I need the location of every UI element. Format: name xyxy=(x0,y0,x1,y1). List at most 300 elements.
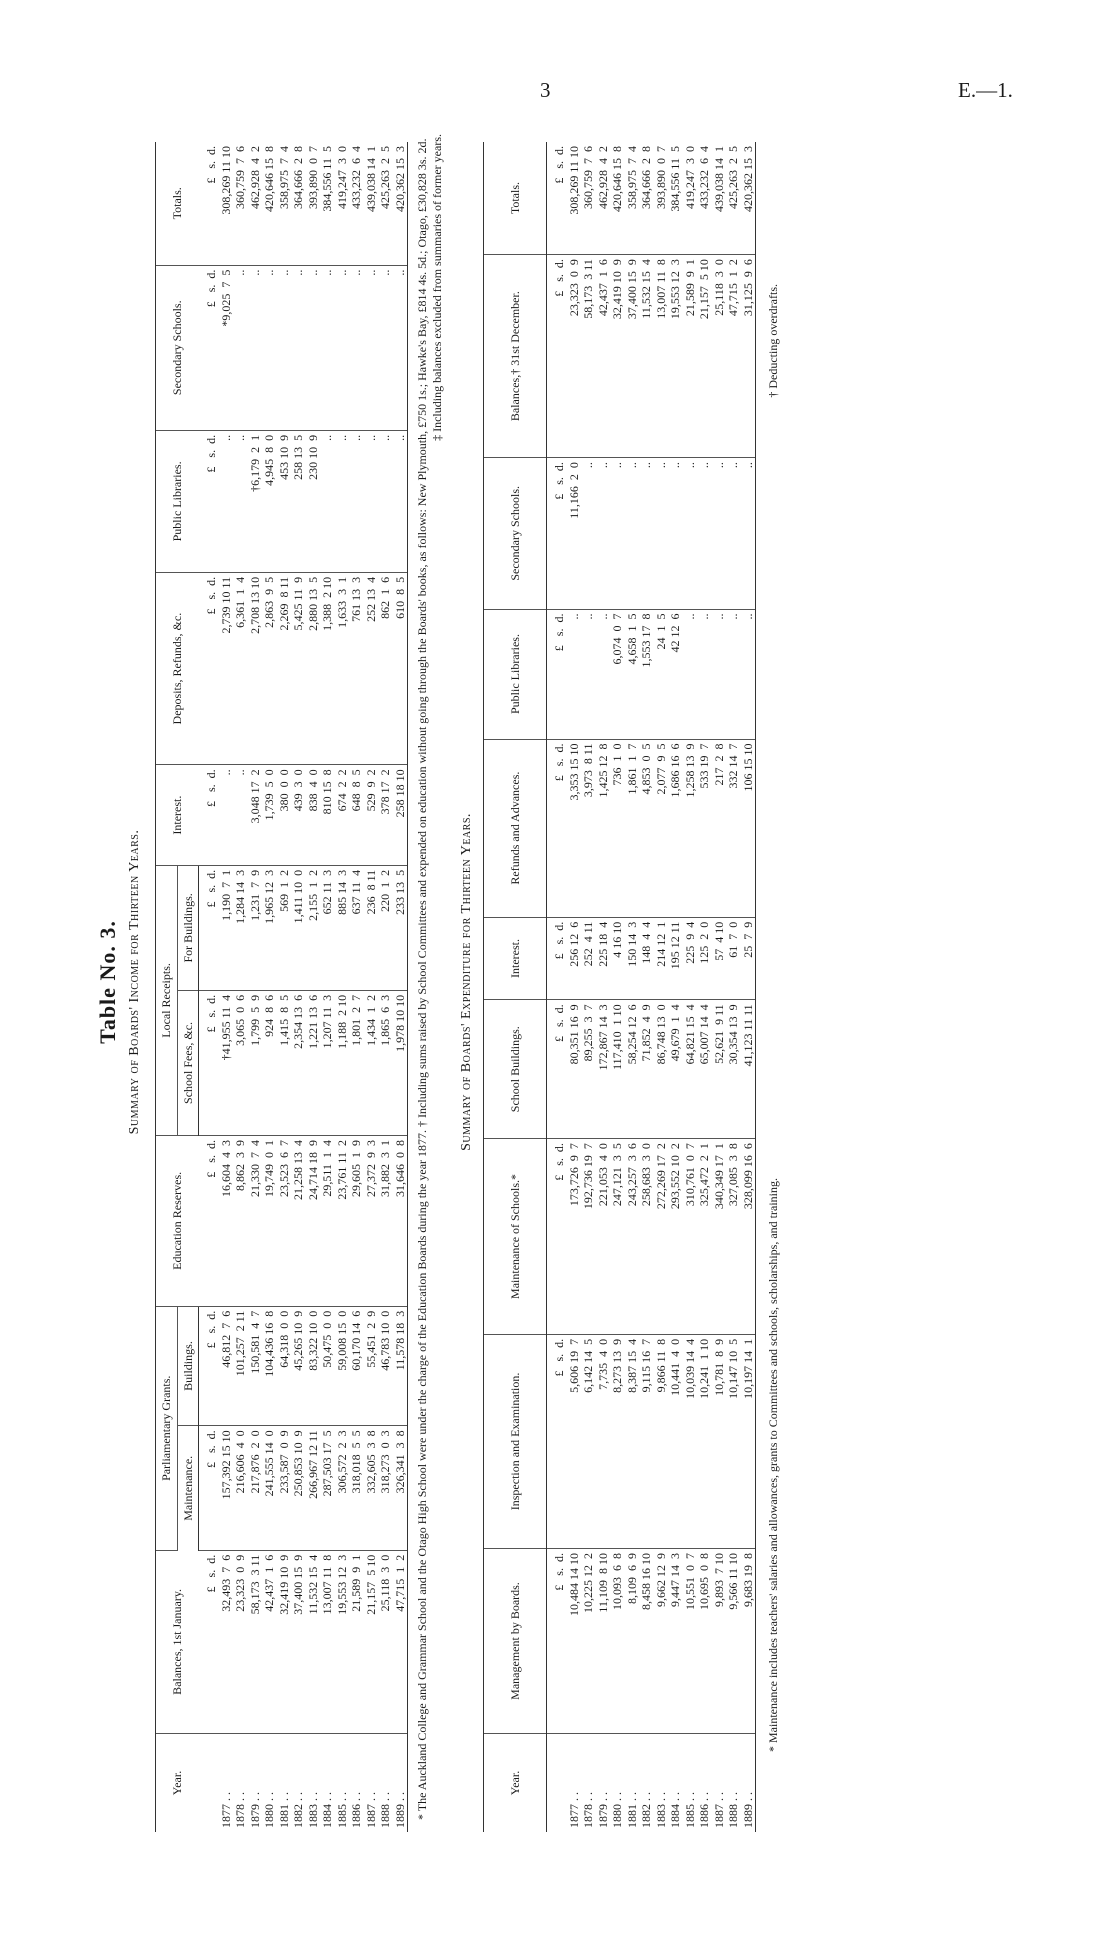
table-row xyxy=(364,142,379,1832)
value-cell: 4 16 10 xyxy=(610,917,625,1000)
value-cell: 37,400 15 9 xyxy=(625,255,640,458)
unit-cell: £ s. d. xyxy=(547,1549,567,1734)
value-cell: 23,323 0 9 xyxy=(233,1550,248,1733)
value-cell: 9,683 19 8 xyxy=(741,1549,756,1734)
table-row xyxy=(291,142,306,1832)
expenditure-subtitle: Summary of Boards' Expenditure for Thirteen Years. xyxy=(459,813,474,1151)
value-cell: 810 15 8 xyxy=(320,765,335,866)
table-row xyxy=(393,142,408,1832)
value-cell: 58,254 12 6 xyxy=(625,1000,640,1139)
value-cell: 148 4 4 xyxy=(639,917,654,1000)
value-cell: 11,166 2 0 xyxy=(567,458,582,609)
value-cell: 21,157 5 10 xyxy=(364,1550,379,1733)
col-maintenance-schools: Maintenance of Schools.* xyxy=(484,1139,547,1335)
income-table-body xyxy=(199,142,408,1832)
col-secondary-schools: Secondary Schools. xyxy=(484,458,547,609)
value-cell: 7,735 4 0 xyxy=(596,1334,611,1548)
unit-cell: £ s. d. xyxy=(199,1426,219,1550)
value-cell: 360,759 7 6 xyxy=(233,142,248,265)
value-cell: 1,801 2 7 xyxy=(349,990,364,1135)
value-cell: 4,658 1 5 xyxy=(625,609,640,739)
unit-cell: £ s. d. xyxy=(199,990,219,1135)
value-cell: 30,354 13 9 xyxy=(726,1000,741,1139)
year-cell: 1880 . . xyxy=(262,1792,276,1828)
table-row xyxy=(596,142,611,1832)
value-cell: 11,109 8 10 xyxy=(596,1549,611,1734)
value-cell: 2,708 13 10 xyxy=(248,572,263,764)
value-cell: 24 1 5 xyxy=(654,609,669,739)
value-cell: 425,263 2 5 xyxy=(378,142,393,265)
value-cell: 318,018 5 5 xyxy=(349,1426,364,1550)
value-cell: 258,683 3 0 xyxy=(639,1139,654,1335)
value-cell: 533 19 7 xyxy=(697,739,712,917)
value-cell: .. xyxy=(697,458,712,609)
value-cell: 2,077 9 5 xyxy=(654,739,669,917)
value-cell: 25 7 9 xyxy=(741,917,756,1000)
value-cell: 57 4 10 xyxy=(712,917,727,1000)
col-school-buildings: School Buildings. xyxy=(484,1000,547,1139)
year-cell: 1878 . . xyxy=(581,1792,595,1828)
value-cell: 214 12 1 xyxy=(654,917,669,1000)
value-cell: 433,232 6 4 xyxy=(349,142,364,265)
value-cell: 306,572 2 3 xyxy=(335,1426,350,1550)
value-cell: 648 8 5 xyxy=(349,765,364,866)
value-cell: 89,255 3 7 xyxy=(581,1000,596,1139)
value-cell: 9,866 11 8 xyxy=(654,1334,669,1548)
col-buildings: Buildings. xyxy=(177,1306,199,1426)
value-cell: .. xyxy=(378,430,393,572)
value-cell: .. xyxy=(610,458,625,609)
value-cell: 1,799 5 9 xyxy=(248,990,263,1135)
value-cell: 27,372 9 3 xyxy=(364,1136,379,1307)
value-cell: 1,411 10 0 xyxy=(291,865,306,990)
col-totals: Totals. xyxy=(484,142,547,255)
value-cell: 29,605 1 9 xyxy=(349,1136,364,1307)
col-public-libraries: Public Libraries. xyxy=(484,609,547,739)
value-cell: .. xyxy=(277,265,292,430)
value-cell: 106 15 10 xyxy=(741,739,756,917)
value-cell: 420,362 15 3 xyxy=(393,142,408,265)
value-cell: .. xyxy=(639,458,654,609)
value-cell: 1,188 2 10 xyxy=(335,990,350,1135)
value-cell: .. xyxy=(712,609,727,739)
value-cell: 1,388 2 10 xyxy=(320,572,335,764)
unit-cell: £ s. d. xyxy=(199,430,219,572)
table-row xyxy=(726,142,741,1832)
value-cell: 10,093 6 8 xyxy=(610,1549,625,1734)
value-cell: 439,038 14 1 xyxy=(364,142,379,265)
value-cell: 32,419 10 9 xyxy=(277,1550,292,1733)
year-cell: 1884 . . xyxy=(320,1792,334,1828)
value-cell: 21,258 13 4 xyxy=(291,1136,306,1307)
value-cell: 318,273 0 3 xyxy=(378,1426,393,1550)
col-local-receipts: Local Receipts. xyxy=(156,865,178,1135)
value-cell: .. xyxy=(668,458,683,609)
value-cell: 225 9 4 xyxy=(683,917,698,1000)
value-cell: 1,415 8 5 xyxy=(277,990,292,1135)
value-cell: .. xyxy=(306,265,321,430)
value-cell: 10,781 8 9 xyxy=(712,1334,727,1548)
value-cell: 393,890 0 7 xyxy=(654,142,669,255)
value-cell: 9,115 16 7 xyxy=(639,1334,654,1548)
table-row xyxy=(625,142,640,1832)
unit-cell: £ s. d. xyxy=(199,865,219,990)
value-cell: .. xyxy=(393,430,408,572)
value-cell: 6,074 0 7 xyxy=(610,609,625,739)
value-cell: 47,715 1 2 xyxy=(726,255,741,458)
col-management: Management by Boards. xyxy=(484,1549,547,1734)
unit-cell: £ s. d. xyxy=(547,458,567,609)
unit-cell: £ s. d. xyxy=(547,917,567,1000)
value-cell: 150 14 3 xyxy=(625,917,640,1000)
table-row xyxy=(219,142,234,1832)
col-parliamentary-grants: Parliamentary Grants. xyxy=(156,1306,178,1550)
value-cell: 236 8 11 xyxy=(364,865,379,990)
value-cell: 364,666 2 8 xyxy=(291,142,306,265)
value-cell: 216,606 4 0 xyxy=(233,1426,248,1550)
value-cell: 364,666 2 8 xyxy=(639,142,654,255)
value-cell: .. xyxy=(335,430,350,572)
value-cell: .. xyxy=(654,458,669,609)
value-cell: 86,748 13 0 xyxy=(654,1000,669,1139)
document-reference: E.—1. xyxy=(958,78,1013,102)
income-subtitle: Summary of Boards' Income for Thirteen Years. xyxy=(127,829,142,1135)
year-cell: 1884 . . xyxy=(668,1792,682,1828)
value-cell: 46,783 10 0 xyxy=(378,1306,393,1426)
value-cell: 10,695 0 8 xyxy=(697,1549,712,1734)
value-cell: 384,556 11 5 xyxy=(320,142,335,265)
value-cell: 150,581 4 7 xyxy=(248,1306,263,1426)
value-cell: 332,605 3 8 xyxy=(364,1426,379,1550)
value-cell: 1,258 13 9 xyxy=(683,739,698,917)
value-cell: .. xyxy=(262,265,277,430)
value-cell: 529 9 2 xyxy=(364,765,379,866)
value-cell: 10,241 1 10 xyxy=(697,1334,712,1548)
income-table xyxy=(155,142,408,1832)
value-cell: 192,736 19 7 xyxy=(581,1139,596,1335)
value-cell: 1,434 1 2 xyxy=(364,990,379,1135)
value-cell: 101,257 2 11 xyxy=(233,1306,248,1426)
value-cell: 8,387 15 4 xyxy=(625,1334,640,1548)
value-cell: 425,263 2 5 xyxy=(726,142,741,255)
value-cell: 419,247 3 0 xyxy=(683,142,698,255)
value-cell: 32,493 7 6 xyxy=(219,1550,234,1733)
year-cell: 1882 . . xyxy=(291,1792,305,1828)
value-cell: 1,284 14 3 xyxy=(233,865,248,990)
col-education-reserves: Education Reserves. xyxy=(156,1136,199,1307)
value-cell: 252 13 4 xyxy=(364,572,379,764)
value-cell: 230 10 9 xyxy=(306,430,321,572)
income-footnote: * The Auckland College and Grammar School and the Otago High School were under the charge of the Education Boards during the year 1877. † Including sums raised by School Committees and expended on education without going through the Boards' books, as follows: New Plymouth, £750 1s.; Hawke's Bay, £814 4s. 5d.; Otago, £30,828 3s. 2d. xyxy=(415,138,429,1820)
value-cell: 8,273 13 9 xyxy=(610,1334,625,1548)
table-row xyxy=(610,142,625,1832)
value-cell: 220 1 2 xyxy=(378,865,393,990)
value-cell: 31,882 3 1 xyxy=(378,1136,393,1307)
unit-cell: £ s. d. xyxy=(199,1306,219,1426)
value-cell: 64,318 0 0 xyxy=(277,1306,292,1426)
table-row xyxy=(277,142,292,1832)
value-cell: 8,458 16 10 xyxy=(639,1549,654,1734)
value-cell: .. xyxy=(233,765,248,866)
value-cell: *9,025 7 5 xyxy=(219,265,234,430)
value-cell: 328,099 16 6 xyxy=(741,1139,756,1335)
year-cell: 1889 . . xyxy=(741,1734,756,1833)
value-cell: 5,606 19 7 xyxy=(567,1334,582,1548)
value-cell: .. xyxy=(625,458,640,609)
value-cell: 21,589 9 1 xyxy=(349,1550,364,1733)
col-balances-dec: Balances,† 31st December. xyxy=(484,255,547,458)
value-cell: 11,532 15 4 xyxy=(639,255,654,458)
value-cell: 10,225 12 2 xyxy=(581,1549,596,1734)
value-cell: .. xyxy=(741,458,756,609)
value-cell: 71,852 4 9 xyxy=(639,1000,654,1139)
value-cell: 380 0 0 xyxy=(277,765,292,866)
value-cell: 45,265 10 9 xyxy=(291,1306,306,1426)
value-cell: 310,761 0 7 xyxy=(683,1139,698,1335)
units-row xyxy=(199,142,219,1832)
value-cell: 326,341 3 8 xyxy=(393,1426,408,1550)
value-cell: .. xyxy=(233,265,248,430)
value-cell: 340,349 17 1 xyxy=(712,1139,727,1335)
value-cell: 862 1 6 xyxy=(378,572,393,764)
value-cell: 393,890 0 7 xyxy=(306,142,321,265)
year-cell: 1881 . . xyxy=(624,1792,639,1828)
col-secondary-schools: Secondary Schools. xyxy=(156,265,199,430)
value-cell: 384,556 11 5 xyxy=(668,142,683,255)
value-cell: 3,048 17 2 xyxy=(248,765,263,866)
value-cell: 10,039 14 4 xyxy=(683,1334,698,1548)
value-cell: 11,578 18 3 xyxy=(393,1306,408,1426)
table-row xyxy=(668,142,683,1832)
expenditure-footnote-dagger: † Deducting overdrafts. xyxy=(766,284,780,398)
value-cell: 287,503 17 5 xyxy=(320,1426,335,1550)
value-cell: 327,085 3 8 xyxy=(726,1139,741,1335)
table-row xyxy=(581,142,596,1832)
value-cell: 453 10 9 xyxy=(277,430,292,572)
value-cell: 19,553 12 3 xyxy=(335,1550,350,1733)
value-cell: 308,269 11 10 xyxy=(219,142,234,265)
value-cell: 2,880 13 5 xyxy=(306,572,321,764)
table-row xyxy=(233,142,248,1832)
value-cell: 252 4 11 xyxy=(581,917,596,1000)
value-cell: 358,975 7 4 xyxy=(625,142,640,255)
value-cell: 41,123 11 11 xyxy=(741,1000,756,1139)
value-cell: 58,173 3 11 xyxy=(581,255,596,458)
value-cell: 46,812 7 6 xyxy=(219,1306,234,1426)
value-cell: 1,965 12 3 xyxy=(262,865,277,990)
table-row xyxy=(378,142,393,1832)
table-row xyxy=(567,142,582,1832)
value-cell: 233,587 0 9 xyxy=(277,1426,292,1550)
value-cell: .. xyxy=(581,458,596,609)
value-cell: 1,425 12 8 xyxy=(596,739,611,917)
table-row xyxy=(654,142,669,1832)
expenditure-table-body xyxy=(547,142,756,1832)
value-cell: 3,353 15 10 xyxy=(567,739,582,917)
expenditure-table xyxy=(483,142,756,1832)
col-inspection: Inspection and Examination. xyxy=(484,1334,547,1548)
year-cell: 1879 . . xyxy=(595,1792,610,1828)
value-cell: 1,190 7 1 xyxy=(219,865,234,990)
table-row xyxy=(697,142,712,1832)
value-cell: 462,928 4 2 xyxy=(596,142,611,255)
value-cell: 258 13 5 xyxy=(291,430,306,572)
value-cell: 47,715 1 2 xyxy=(393,1550,408,1733)
value-cell: .. xyxy=(726,458,741,609)
col-school-fees: School Fees, &c. xyxy=(177,990,199,1135)
table-row xyxy=(320,142,335,1832)
value-cell: 6,361 1 4 xyxy=(233,572,248,764)
value-cell: 225 18 4 xyxy=(596,917,611,1000)
value-cell: .. xyxy=(596,458,611,609)
year-cell: 1883 . . xyxy=(305,1792,320,1828)
rotated-page-content xyxy=(85,122,1045,1842)
year-cell: 1877 . . xyxy=(218,1792,233,1828)
value-cell: 9,662 12 9 xyxy=(654,1549,669,1734)
value-cell: 21,330 7 4 xyxy=(248,1136,263,1307)
value-cell: 65,007 14 4 xyxy=(697,1000,712,1139)
value-cell: 420,646 15 8 xyxy=(610,142,625,255)
value-cell: 1,739 5 0 xyxy=(262,765,277,866)
value-cell: 332 14 7 xyxy=(726,739,741,917)
value-cell: 4,945 8 0 xyxy=(262,430,277,572)
value-cell: 637 11 4 xyxy=(349,865,364,990)
value-cell: .. xyxy=(320,265,335,430)
value-cell: 8,109 6 9 xyxy=(625,1549,640,1734)
value-cell: 3,973 8 11 xyxy=(581,739,596,917)
col-maintenance: Maintenance. xyxy=(177,1426,199,1550)
value-cell: 2,863 9 5 xyxy=(262,572,277,764)
year-cell: 1888 . . xyxy=(378,1792,392,1828)
value-cell: 25,118 3 0 xyxy=(712,255,727,458)
value-cell: 838 4 0 xyxy=(306,765,321,866)
expenditure-footnote: * Maintenance includes teachers' salaries and allowances, grants to Committees and schools, scholarships, and training. xyxy=(766,1177,780,1752)
value-cell: 325,472 2 1 xyxy=(697,1139,712,1335)
year-cell: 1880 . . xyxy=(610,1792,624,1828)
value-cell: 243,257 3 6 xyxy=(625,1139,640,1335)
value-cell: 272,269 17 2 xyxy=(654,1139,669,1335)
value-cell: 462,928 4 2 xyxy=(248,142,263,265)
value-cell: 3,065 0 6 xyxy=(233,990,248,1135)
table-title: Table No. 3. xyxy=(95,920,120,1044)
value-cell: 1,553 17 8 xyxy=(639,609,654,739)
value-cell: 117,410 1 10 xyxy=(610,1000,625,1139)
value-cell: 13,007 11 8 xyxy=(654,255,669,458)
col-balances: Balances, 1st January. xyxy=(156,1550,199,1733)
value-cell: 10,441 4 0 xyxy=(668,1334,683,1548)
unit-cell: £ s. d. xyxy=(199,142,219,265)
value-cell: .. xyxy=(219,765,234,866)
value-cell: 31,125 9 6 xyxy=(741,255,756,458)
value-cell: 13,007 11 8 xyxy=(320,1550,335,1733)
value-cell: 569 1 2 xyxy=(277,865,292,990)
col-deposits: Deposits, Refunds, &c. xyxy=(156,572,199,764)
col-for-buildings: For Buildings. xyxy=(177,865,199,990)
table-row xyxy=(683,142,698,1832)
value-cell: 23,323 0 9 xyxy=(567,255,582,458)
value-cell: .. xyxy=(349,265,364,430)
value-cell: 49,679 1 4 xyxy=(668,1000,683,1139)
value-cell: 6,142 14 5 xyxy=(581,1334,596,1548)
value-cell: 5,425 11 9 xyxy=(291,572,306,764)
value-cell: 16,604 4 3 xyxy=(219,1136,234,1307)
value-cell: †6,179 2 1 xyxy=(248,430,263,572)
value-cell: 674 2 2 xyxy=(335,765,350,866)
value-cell: 42,437 1 6 xyxy=(596,255,611,458)
value-cell: 360,759 7 6 xyxy=(581,142,596,255)
value-cell: 247,121 3 5 xyxy=(610,1139,625,1335)
value-cell: .. xyxy=(219,430,234,572)
year-cell: 1878 . . xyxy=(233,1792,247,1828)
value-cell: 23,523 6 7 xyxy=(277,1136,292,1307)
unit-cell: £ s. d. xyxy=(547,1000,567,1139)
col-refunds: Refunds and Advances. xyxy=(484,739,547,917)
value-cell: 80,351 16 9 xyxy=(567,1000,582,1139)
col-interest: Interest. xyxy=(484,917,547,1000)
table-row xyxy=(639,142,654,1832)
table-row xyxy=(335,142,350,1832)
table-row xyxy=(712,142,727,1832)
value-cell: .. xyxy=(697,609,712,739)
unit-cell: £ s. d. xyxy=(199,765,219,866)
unit-cell: £ s. d. xyxy=(547,255,567,458)
value-cell: 1,861 1 7 xyxy=(625,739,640,917)
value-cell: 2,354 13 6 xyxy=(291,990,306,1135)
value-cell: 195 12 11 xyxy=(668,917,683,1000)
year-cell: 1879 . . xyxy=(247,1792,262,1828)
value-cell: 42 12 6 xyxy=(668,609,683,739)
year-cell: 1886 . . xyxy=(349,1792,363,1828)
value-cell: .. xyxy=(291,265,306,430)
value-cell: 9,447 14 3 xyxy=(668,1549,683,1734)
unit-cell: £ s. d. xyxy=(547,609,567,739)
value-cell: 217 2 8 xyxy=(712,739,727,917)
table-row xyxy=(741,142,756,1832)
value-cell: 258 18 10 xyxy=(393,765,408,866)
value-cell: †41,955 11 4 xyxy=(219,990,234,1135)
value-cell: 1,633 3 1 xyxy=(335,572,350,764)
value-cell: 37,400 15 9 xyxy=(291,1550,306,1733)
value-cell: 924 8 6 xyxy=(262,990,277,1135)
unit-cell xyxy=(547,1734,567,1833)
value-cell: 419,247 3 0 xyxy=(335,142,350,265)
value-cell: 55,451 2 9 xyxy=(364,1306,379,1426)
value-cell: 29,511 1 4 xyxy=(320,1136,335,1307)
value-cell: .. xyxy=(364,430,379,572)
table-row xyxy=(306,142,321,1832)
value-cell: 221,053 4 0 xyxy=(596,1139,611,1335)
value-cell: 11,532 15 4 xyxy=(306,1550,321,1733)
unit-cell: £ s. d. xyxy=(547,1334,567,1548)
value-cell: 125 2 0 xyxy=(697,917,712,1000)
unit-cell: £ s. d. xyxy=(199,265,219,430)
value-cell: .. xyxy=(596,609,611,739)
units-row xyxy=(547,142,567,1832)
value-cell: 1,231 7 9 xyxy=(248,865,263,990)
value-cell: 420,646 15 8 xyxy=(262,142,277,265)
value-cell: .. xyxy=(581,609,596,739)
unit-cell: £ s. d. xyxy=(547,739,567,917)
col-interest: Interest. xyxy=(156,765,199,866)
value-cell: 241,555 14 0 xyxy=(262,1426,277,1550)
value-cell: 308,269 11 10 xyxy=(567,142,582,255)
value-cell: 50,475 0 0 xyxy=(320,1306,335,1426)
value-cell: .. xyxy=(233,430,248,572)
income-footnote-dagger: ‡ Including balances excluded from summaries of former years. xyxy=(430,134,444,441)
value-cell: 83,322 10 0 xyxy=(306,1306,321,1426)
value-cell: 8,862 3 9 xyxy=(233,1136,248,1307)
value-cell: 266,967 12 11 xyxy=(306,1426,321,1550)
